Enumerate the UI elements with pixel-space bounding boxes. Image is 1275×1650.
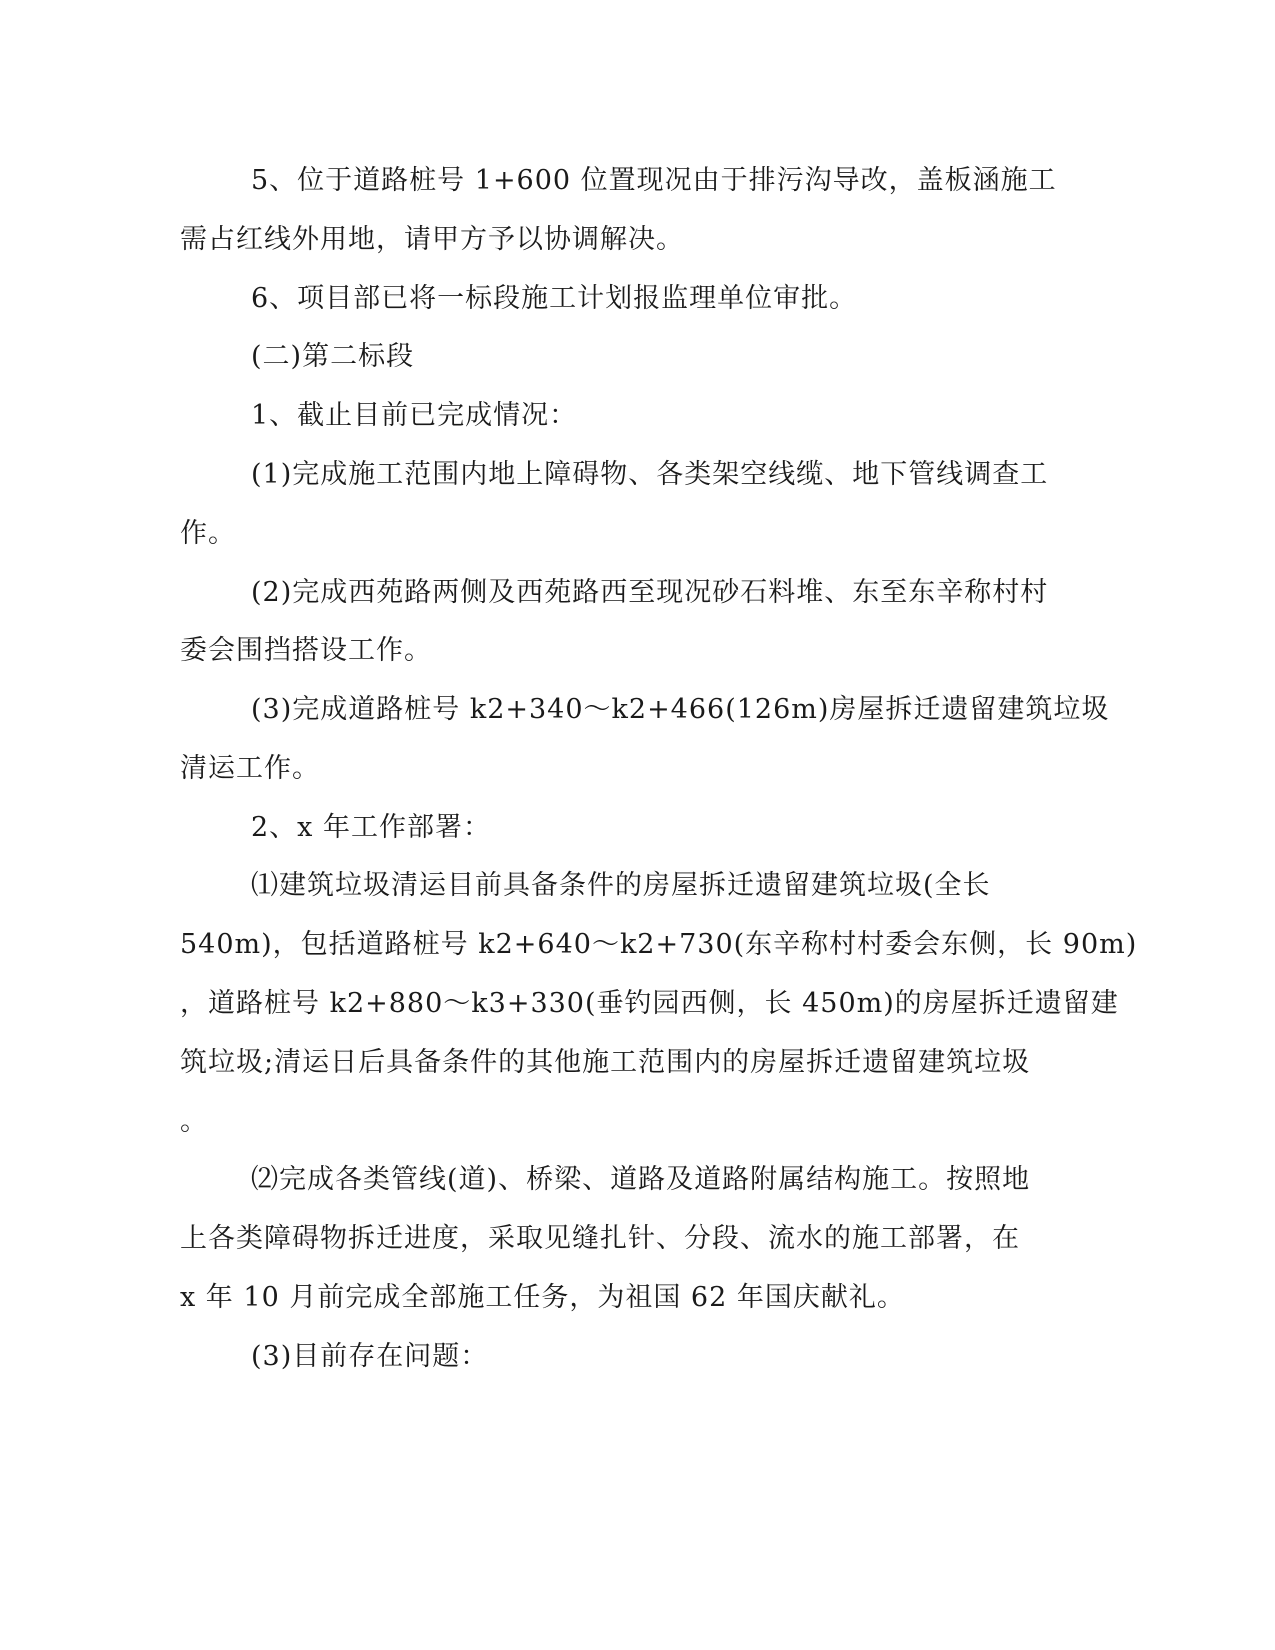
item-3-line-2: 清运工作。: [180, 753, 320, 784]
deploy-1-line-4: 筑垃圾;清运日后具备条件的其他施工范围内的房屋拆迁遗留建筑垃圾: [180, 1047, 1031, 1078]
paragraph-5-line-1: 5、位于道路桩号 1+600 位置现况由于排污沟导改，盖板涵施工: [251, 165, 1057, 196]
paragraph-6: 6、项目部已将一标段施工计划报监理单位审批。: [251, 283, 858, 314]
deploy-2-line-1: ⑵完成各类管线(道)、桥梁、道路及道路附属结构施工。按照地: [251, 1164, 1031, 1195]
item-1-line-1: (1)完成施工范围内地上障碍物、各类架空线缆、地下管线调查工: [251, 459, 1049, 490]
paragraph-5-line-2: 需占红线外用地，请甲方予以协调解决。: [180, 224, 684, 255]
deploy-2-line-2: 上各类障碍物拆迁进度，采取见缝扎针、分段、流水的施工部署，在: [180, 1223, 1020, 1254]
item-3-line-1: (3)完成道路桩号 k2+340～k2+466(126m)房屋拆迁遗留建筑垃圾: [251, 694, 1110, 725]
item-1-line-2: 作。: [180, 518, 236, 549]
item-2-line-2: 委会围挡搭设工作。: [180, 635, 432, 666]
subheading-1: 1、截止目前已完成情况：: [251, 400, 578, 431]
deploy-1-line-2: 540m)，包括道路桩号 k2+640～k2+730(东辛称村村委会东侧，长 90m): [180, 929, 1138, 960]
deploy-1-line-5: 。: [180, 1106, 208, 1137]
deploy-3-heading: (3)目前存在问题：: [251, 1341, 489, 1372]
section-heading-2: (二)第二标段: [251, 341, 415, 372]
deploy-1-line-3: ，道路桩号 k2+880～k3+330(垂钓园西侧，长 450m)的房屋拆迁遗留建: [180, 988, 1119, 1019]
deploy-2-line-3: x 年 10 月前完成全部施工任务，为祖国 62 年国庆献礼。: [180, 1282, 905, 1313]
item-2-line-1: (2)完成西苑路两侧及西苑路西至现况砂石料堆、东至东辛称村村: [251, 577, 1049, 608]
deploy-1-line-1: ⑴建筑垃圾清运目前具备条件的房屋拆迁遗留建筑垃圾(全长: [251, 870, 991, 901]
subheading-2: 2、x 年工作部署：: [251, 812, 491, 843]
